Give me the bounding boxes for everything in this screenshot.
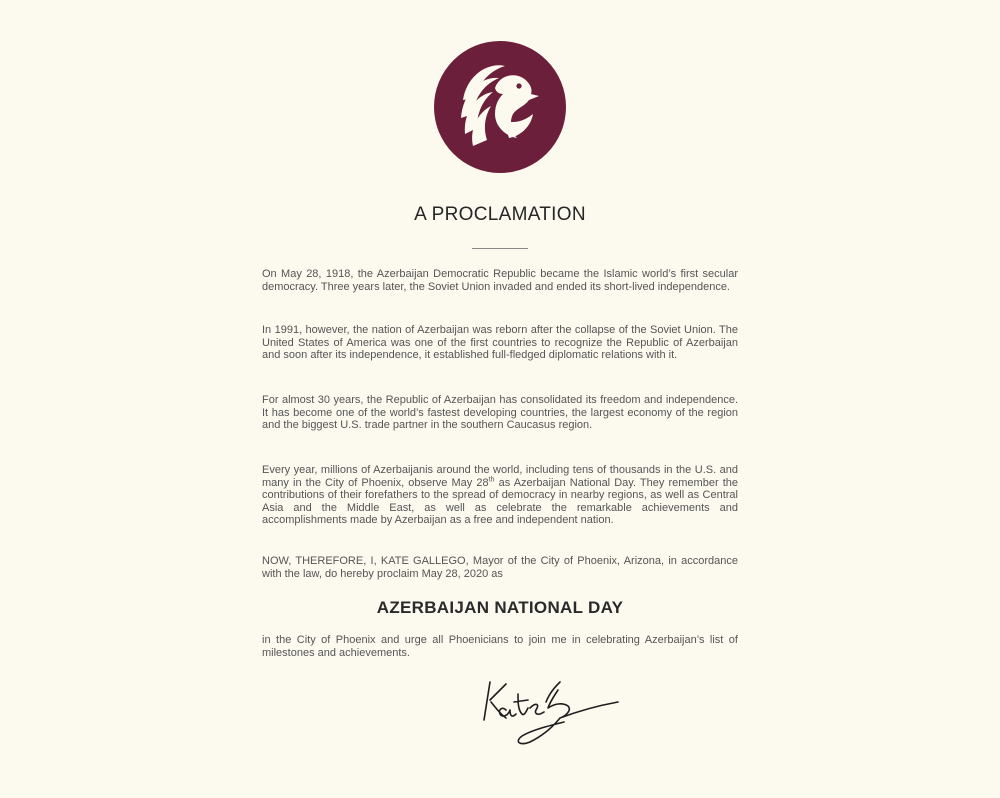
paragraph-history: On May 28, 1918, the Azerbaijan Democratic Republic became the Islamic world’s first secular democracy. Three years later, the Soviet Union invaded and ended its short-lived independence. <box>262 268 738 293</box>
paragraph-independence: In 1991, however, the nation of Azerbaijan was reborn after the collapse of the Soviet Union. The United States of America was one of the first countries to recognize the Republic of Azerbaijan and soon after its independence, it established full-fledged diplomatic relations with it. <box>262 324 738 362</box>
proclamation-title: A PROCLAMATION <box>414 204 586 225</box>
proclaimed-day-heading: AZERBAIJAN NATIONAL DAY <box>376 598 624 617</box>
paragraph-development: For almost 30 years, the Republic of Azerbaijan has consolidated its freedom and independence. It has become one of the world’s fastest developing countries, the largest economy of the region and the biggest U.S. trade partner in the southern Caucasus region. <box>262 394 738 432</box>
paragraph-observance-part2: as Azerbaijan National Day. They remember the contributions of their forefathers to the spread of democracy in nearby regions, as well as Central Asia and the Middle East, as well as celebrate the remarkable achievements and accomplishments made by Azerbaijan as a free and independent nation. <box>262 476 739 527</box>
paragraph-proclaim: NOW, THEREFORE, I, KATE GALLEGO, Mayor of the City of Phoenix, Arizona, in accordance with the law, do hereby proclaim May 28, 2020 as <box>262 555 738 580</box>
paragraph-closing: in the City of Phoenix and urge all Phoenicians to join me in celebrating Azerbaijan’s list of milestones and achievements. <box>262 634 738 659</box>
title-divider <box>472 248 528 249</box>
ordinal-suffix: th <box>488 475 495 483</box>
paragraph-observance <box>262 464 738 527</box>
paragraph-observance-part1: Every year, millions of Azerbaijanis around the world, including tens of thousands in the U.S. and many in the City of Phoenix, observe May 28 <box>262 464 738 489</box>
signature-icon <box>476 672 626 752</box>
phoenix-logo-icon <box>433 40 567 174</box>
